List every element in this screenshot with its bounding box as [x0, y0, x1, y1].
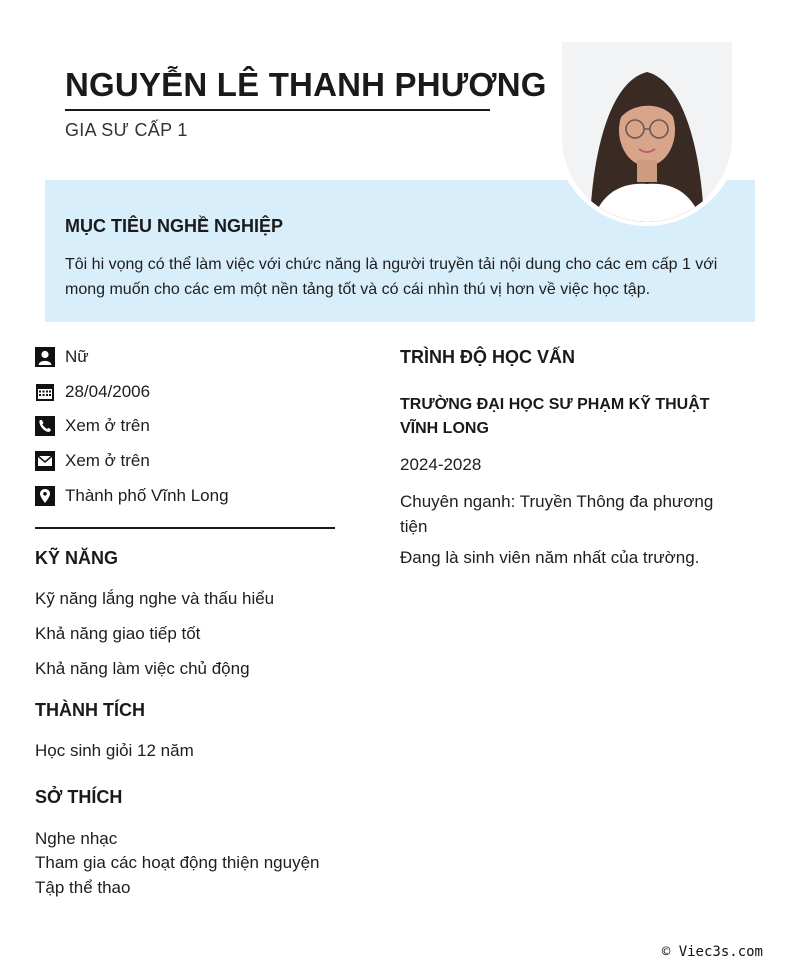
- person-icon: [35, 347, 55, 367]
- contact-phone: [35, 414, 229, 449]
- name-underline: [65, 109, 490, 111]
- skill-item: Khả năng giao tiếp tốt: [35, 624, 201, 643]
- gender-value: Nữ: [65, 347, 89, 366]
- portrait-photo: [562, 42, 732, 222]
- career-objective-heading: MỤC TIÊU NGHỀ NGHIỆP: [65, 216, 284, 236]
- education-years: 2024-2028: [400, 455, 482, 474]
- hobby-item: Tập thể thao: [35, 878, 131, 897]
- contact-address: [35, 484, 229, 519]
- achievements-heading: THÀNH TÍCH: [35, 700, 145, 720]
- contact-list: [35, 345, 229, 518]
- contact-birthday: [35, 380, 229, 415]
- phone-icon: [35, 416, 55, 436]
- name-heading: NGUYỄN LÊ THANH PHƯƠNG: [65, 66, 547, 103]
- hobby-item: Nghe nhạc: [35, 829, 118, 848]
- contact-email: [35, 449, 229, 484]
- education-note: Đang là sinh viên năm nhất của trường.: [400, 548, 700, 567]
- school-name: TRƯỜNG ĐẠI HỌC SƯ PHẠM KỸ THUẬT VĨNH LONG: [400, 396, 710, 437]
- calendar-icon: [35, 382, 55, 402]
- mail-icon: [35, 451, 55, 471]
- career-objective-text: Tôi hi vọng có thể làm việc với chức năng là người truyền tải nội dung cho các em cấp 1 với mong muốn cho các em một nền tảng tốt và có cái nhìn thú vị hơn về việc học tập.: [65, 256, 718, 298]
- education-major: Chuyên nganh: Truyền Thông đa phương tiện: [400, 492, 714, 536]
- hobbies-heading: SỞ THÍCH: [35, 787, 123, 807]
- skill-item: Kỹ năng lắng nghe và thấu hiểu: [35, 589, 275, 608]
- avatar: [562, 42, 732, 222]
- footer-copyright: © Viec3s.com: [661, 944, 763, 960]
- hobby-item: Tham gia các hoạt động thiện nguyện: [35, 853, 320, 872]
- birthday-value: 28/04/2006: [65, 381, 151, 401]
- skills-heading: KỸ NĂNG: [35, 548, 119, 568]
- education-heading: TRÌNH ĐỘ HỌC VẤN: [400, 347, 575, 367]
- skill-item: Khả năng làm việc chủ động: [35, 659, 250, 678]
- left-divider: [35, 527, 335, 529]
- job-title: GIA SƯ CẤP 1: [65, 120, 188, 140]
- achievement-item: Học sinh giỏi 12 năm: [35, 741, 194, 760]
- contact-gender: [35, 345, 229, 380]
- location-pin-icon: [35, 486, 55, 506]
- address-value: Thành phố Vĩnh Long: [65, 485, 229, 505]
- phone-value: Xem ở trên: [65, 416, 150, 436]
- email-value: Xem ở trên: [65, 451, 150, 471]
